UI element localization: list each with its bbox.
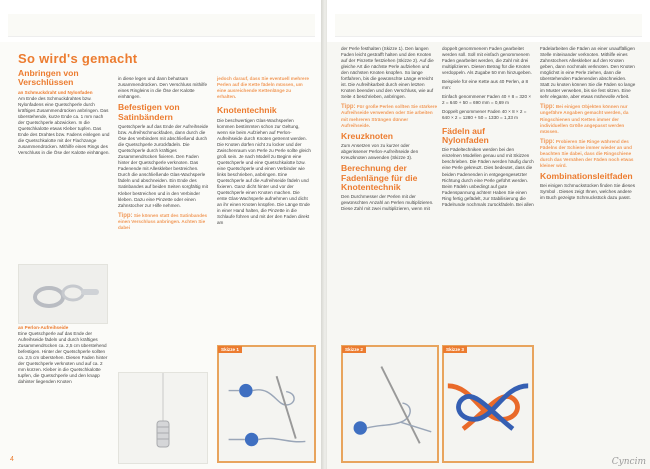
sketch-1	[217, 345, 316, 463]
section-text-nylonfaden: Die Fädeltechniken werden bei den einzelnen Modellen genau und mit Skizzen beschrieben. Die Fäden werden häufig durch eine Perle gekreuzt. Dies bedeutet, dass die beiden Fadenenden in entgegengesetzter Richtung durch eine Perle geführt werden. Beim Fädeln unbedingt auf gute Fadenspannung achten! Haben Sie einen Ring fertig gefädelt, zur Stabilisierung die Fädelrunde nochmals zurückfädeln. Bei allen	[442, 147, 534, 207]
section-subtitle-perlon: an Perlon-Aufreihseide	[18, 325, 69, 330]
example-heading: Beispiele für eine Kette aus 40 Perlen, ø 8 mm:	[442, 79, 529, 91]
section-title-kombination: Kombinationsleitfaden	[540, 170, 633, 181]
left-column-1	[18, 51, 138, 158]
right-column-2	[442, 46, 534, 210]
section-title-nylonfaden: Fädeln auf Nylonfaden	[442, 125, 489, 145]
right-column-1	[341, 46, 437, 215]
section-title-knotentechnik: Knotentechnik	[217, 105, 277, 116]
sketch-3	[442, 345, 534, 463]
section-text-kombination: Bei einigen Schmuckstücken finden Sie dieses Symbol . Dieses zeigt Ihnen, welches andere im Buch gezeigte Schmuckstück dazu passt.	[540, 183, 635, 201]
section-title-fadenlaenge: Berechnung der Fadenlänge für die Knotentechnik	[341, 163, 418, 192]
right-page	[327, 0, 650, 469]
tip-ringgroesse	[540, 104, 636, 134]
tip-aufreihseide-text: Für große Perlen sollten Sie stärkere Aufreihseide verwenden oder Sie arbeiten mit mehreren Strängen dünner Aufreihseide.	[341, 104, 438, 128]
tip-label: Tipp:	[341, 104, 356, 111]
section-text-fadenlaenge: Den Durchmesser der Perlen mit der gewünschten Anzahl an Perlen multiplizieren. Diese Zahl mit zwei multiplizieren, wenn mit	[341, 194, 434, 212]
tip-aufreihseide	[341, 104, 437, 128]
tip-ringe-text: Probieren Sie Ringe während des Fädelns der Schiene immer wieder an und beachten Sie dabei, dass die Ringschiene durch das Vernähen der Fäden noch etwas kleiner wird.	[540, 138, 634, 168]
formula-single: Einfach genommener Faden 40 × 8 = 320 × 2 = 640 + 50 = 690 mm = 0,69 m	[442, 94, 532, 106]
section-text-kreuzknoten: Zum Ansetzen von zu kurzer oder abgerissener Perlon-Aufreihseide den Kreuzknoten anwenden (Skizze 3).	[341, 143, 419, 161]
section-title-kreuzknoten: Kreuzknoten	[341, 130, 394, 141]
watermark: Cyncim	[611, 457, 646, 467]
right-header-band	[327, 0, 650, 42]
page-number: 4	[10, 456, 14, 463]
tip-ringe-anprobieren	[540, 139, 636, 169]
tip-label: Tipp:	[540, 104, 555, 111]
section-text-verschluesse: Am Ende des Schmuckdrahtes bzw. Nylonfadens eine Quetschperle durch kräftiges Zusammendrücken anbringen. Das überstehende, kurze Ende ca. 1 mm nach der Quetschperle abzwicken. In die Quetschkalotte etwas Kleber tupfen. Das Ende des Drahtes bzw. Fadens einlegen und die Quetschkalotte mit der Flachzange zusammendrücken. Mithilfe eines Rings des Verschluss in die Öse der Kalotte einhängen.	[18, 95, 110, 156]
col3-intro-tip: jedoch darauf, dass Sie eventuell mehrere Perlen auf die Kette fädeln müssen, um eine ausreichende Kettenlänge zu erhalten.	[217, 76, 309, 100]
tip-label: Tipp:	[540, 138, 555, 145]
section-title-satin: Befestigen von Satinbändern	[118, 102, 180, 122]
sketch-2-label: Skizze 2	[342, 346, 366, 353]
tip-satin	[118, 213, 210, 231]
page-heading: So wird's gemacht	[18, 51, 138, 66]
tip-ringgroesse-text: Bei einigen Objekten können nur ungefähre Angaben gemacht werden, da Ringschienen und Ketten immer der individuellen Größe angepasst werden müssen.	[540, 104, 629, 134]
section-text-knotentechnik: Die beschwertigen Glas-Wachsperlen kommen bestimmten schon zur Geltung, wenn sie beim Aufziehen auf Perlon-Aufreihseide durch Knoten getrennt werden. Die Knoten dürfen nicht zu locker und der Zwischenraum von Perle zu Perle sollte gleich groß sein. Je nach Modell zu Beginn eine Quetschperle und eine Quetschkalotte bzw. eine Quetschperle und einen Verbinder wie links beschrieben, anbringen. Eine Quetschperle auf die Aufreihseide fädeln und fixieren. Ganz dicht hinter und vor der Quetschperle einen Knoten machen. Die erste Glas-Wachsperle aufnehmen und dicht an ihr einen Knoten knüpfen. Die Länge Ende in einer Hand halten, die Pinzette in die Schlaufe führen und mit der den Faden direkt am	[217, 117, 311, 226]
clasp-photo	[18, 264, 108, 324]
sketch-3-label: Skizze 3	[443, 346, 467, 353]
left-header-band	[0, 0, 323, 42]
knot-continued-text: der Perle festhalten (Skizze 1). Den langen Faden leicht gestrafft halten und den Knoten auf der Pinzette festziehen (Skizze 2). Auf die gleiche Art die nächste Perle aufziehen und den nächsten Knoten knüpfen. So lange fortfahren, bis die gewünschte Länge erreicht ist. Die Aufreihkarbeit durch einen letzten Knoten beenden und den Verschluss, wie auf Seite 4 beschrieben, anbringen.	[341, 46, 434, 100]
left-column-1b	[18, 325, 110, 387]
left-page	[0, 0, 323, 469]
tip-satin-text: Sie können statt des Satinbandes einen Verschluss anbringen. Achten Sie dabei	[118, 212, 208, 230]
left-column-2	[118, 76, 210, 233]
formula-double: Doppelt genommener Faden 40 × 8 × 2 = 640 × 2 = 1280 + 50 = 1330 = 1,33 m	[442, 109, 527, 121]
section-text-perlon: Eine Quetschperle auf das Ende der Aufreihseide fädeln und durch kräftiges Zusammendrücken ca. 2,5 cm überstehend befestigen. Hinter der Quetschperle sollten ca. 2,5 cm überstehen. Diesen Faden hinter der Quetschperle verknoten und auf ca. 2 mm kürzen. Kleber in die Quetschkalotte tupfen, die Quetschperle und den knapp dahinter liegenden Knoten	[18, 331, 108, 385]
tip-label: Tipp:	[118, 212, 133, 219]
fadenlaenge-continued: doppelt genommenem Faden gearbeitet werden soll. Soll mit einfach genommenem Faden gearbeitet werden, die Zahl mit drei multiplizieren. Diesen Betrag für die Knoten verdoppeln. Als Zugabe 50 mm hinzugeben.	[442, 46, 532, 76]
col2-intro-text: in diese legen und dann behutsam zusammendrücken. Den Verschluss mithilfe eines Ringleins in die Öse der Kalotte einhängen.	[118, 76, 208, 100]
left-column-3	[217, 76, 311, 228]
sketch-1-label: Skizze 1	[218, 346, 242, 353]
section-text-satin: Quetschperle auf das Ende der Aufreihseide bzw. Aufreihschmuckfaden, dann durch die Öse des Verbinders mit abschließend durch die Quetschperle zurückfädeln. Die Quetschperle durch kräftiges Zusammendrücken fixieren. Den Faden hinter der Quetschperle verknoten. Das Fadenende mit Alleskleber bestreichen. Durch die anschließende Glas-Wachsperle fädeln und abschneiden. Ein Ende des Satinbandes auf beiden Seiten sorgfältig mit Kleber bestreichen und in den Verbinder kleben. Dazu eine Pinzette oder einen Zahnstocher zur Hilfe nehmen.	[118, 124, 209, 208]
right-column-3	[540, 46, 636, 203]
faedel-continued: Fädelarbeiten die Fäden an einer unauffälligen Stelle miteinander verknoten. Mithilfe eines Zahnstochers Alleskleber auf den Knoten geben, dann nochmals verknoten. Den Knoten möglichst in eine Perle ziehen, dann die überstehenden Fadenenden abschneiden. Statt zu knoten können Sie die Fäden so lange im Muster verweben, bis sie fest sitzen. Eine sehr elegante, aber etwas mühevolle Arbeit.	[540, 46, 636, 100]
sketch-2	[341, 345, 439, 463]
section-title-verschluesse: Anbringen von Verschlüssen	[18, 68, 79, 88]
satin-photo	[118, 372, 208, 464]
section-subtitle-schmuckdraht: an Schmuckdraht und Nylonfaden	[18, 89, 93, 95]
